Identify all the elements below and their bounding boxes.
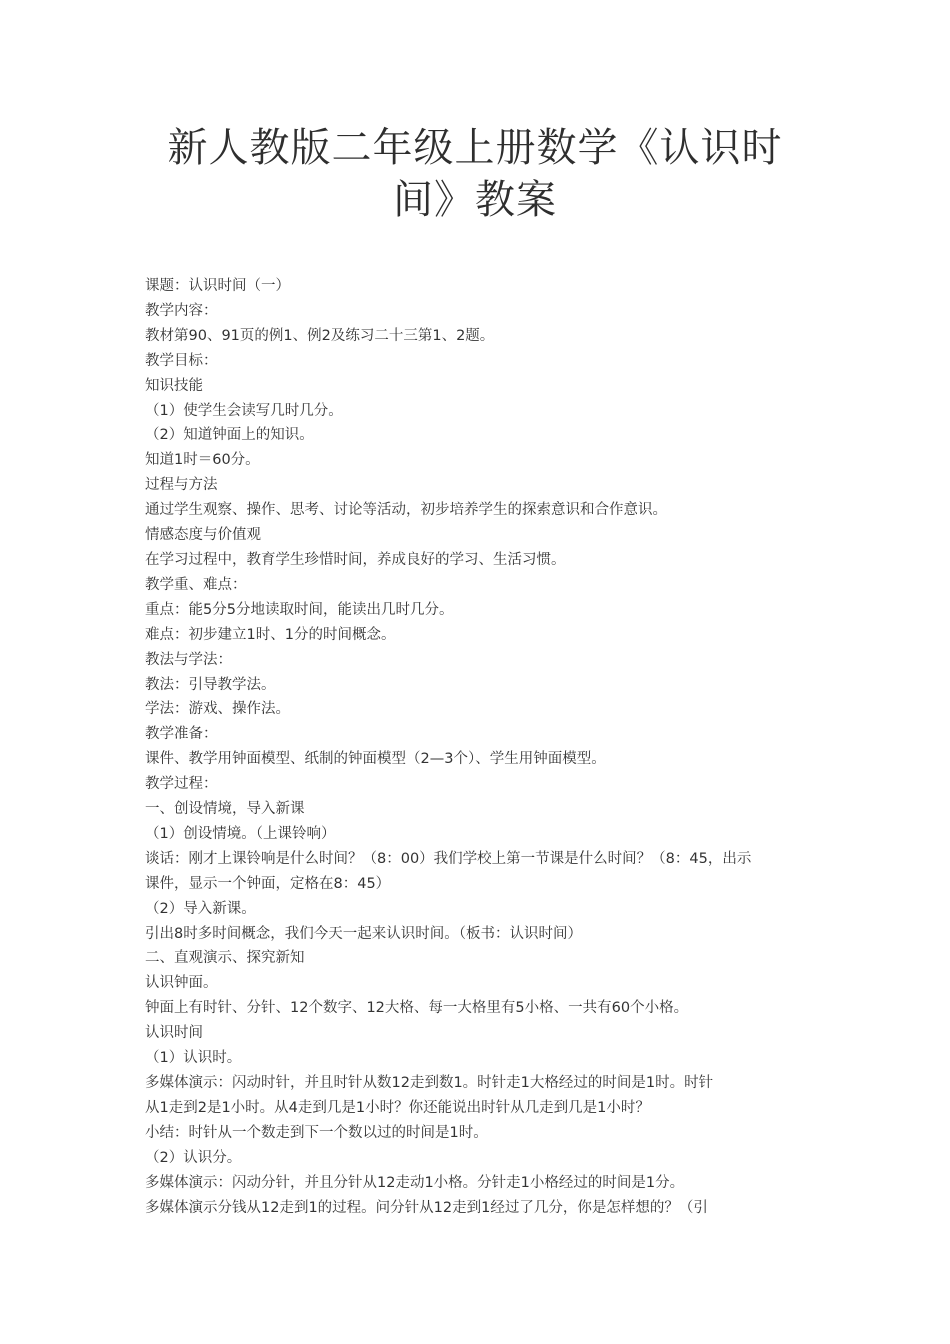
body-line: 二、直观演示、探究新知 [145,950,305,967]
body-line: 教学重、难点： [145,576,247,593]
document-title: 新人教版二年级上册数学《认识时间》教案 [167,125,783,223]
body-line: 教学过程： [145,776,218,793]
body-line: 情感态度与价值观 [145,527,261,544]
body-line: 教法：引导教学法。 [145,676,276,693]
body-line: 教材第90、91页的例1、例2及练习二十三第1、2题。 [145,327,495,344]
body-line: 在学习过程中，教育学生珍惜时间，养成良好的学习、生活习惯。 [145,551,566,568]
body-line: （1）使学生会读写几时几分。 [145,402,343,419]
body-line: 知识技能 [145,377,203,394]
body-line: 认识钟面。 [145,975,218,992]
body-line: 多媒体演示：闪动时针，并且时针从数12走到数1。时针走1大格经过的时间是1时。时针 [145,1075,714,1091]
body-line: 小结：时针从一个数走到下一个数以过的时间是1时。 [145,1124,488,1141]
body-line: （2）导入新课。 [145,900,256,917]
body-line: 从1走到2是1小时。从4走到几是1小时？你还能说出时针从几走到几是1小时？ [145,1099,650,1116]
body-line: 难点：初步建立1时、1分的时间概念。 [145,626,396,643]
body-line: 认识时间 [145,1025,203,1042]
body-line: （1）创设情境。（上课铃响） [145,825,336,842]
body-line: （2）知道钟面上的知识。 [145,427,314,444]
body-line: 教学内容： [145,302,218,319]
body-line: 课件，显示一个钟面，定格在8：45） [145,875,391,892]
body-line: 教法与学法： [145,651,232,668]
body-line: 多媒体演示分钱从12走到1的过程。问分针从12走到1经过了几分，你是怎样想的？（引 [145,1199,708,1216]
body-line: 知道1时＝60分。 [145,452,260,469]
body-line: 谈话：刚才上课铃响是什么时间？（8：00）我们学校上第一节课是什么时间？（8：45，出示 [145,850,752,867]
document-body [145,274,810,1220]
body-line: 过程与方法 [145,477,218,494]
body-line: 教学目标： [145,352,218,369]
body-line: 引出8时多时间概念，我们今天一起来认识时间。（板书：认识时间） [145,925,582,942]
body-line: 通过学生观察、操作、思考、讨论等活动，初步培养学生的探索意识和合作意识。 [145,502,667,519]
body-line: （1）认识时。 [145,1050,242,1067]
body-line: 教学准备： [145,726,218,743]
body-line: 课件、教学用钟面模型、纸制的钟面模型（2—3个）、学生用钟面模型。 [145,751,606,768]
body-line: 课题：认识时间（一） [145,278,290,294]
body-line: 重点：能5分5分地读取时间，能读出几时几分。 [145,601,454,618]
body-line: （2）认识分。 [145,1149,242,1166]
body-line: 钟面上有时针、分针、12个数字、12大格、每一大格里有5小格、一共有60个小格。 [145,1000,689,1017]
body-line: 学法：游戏、操作法。 [145,701,290,718]
body-line: 多媒体演示：闪动分针，并且分针从12走动1小格。分针走1小格经过的时间是1分。 [145,1174,685,1191]
body-line: 一、创设情境，导入新课 [145,801,305,818]
